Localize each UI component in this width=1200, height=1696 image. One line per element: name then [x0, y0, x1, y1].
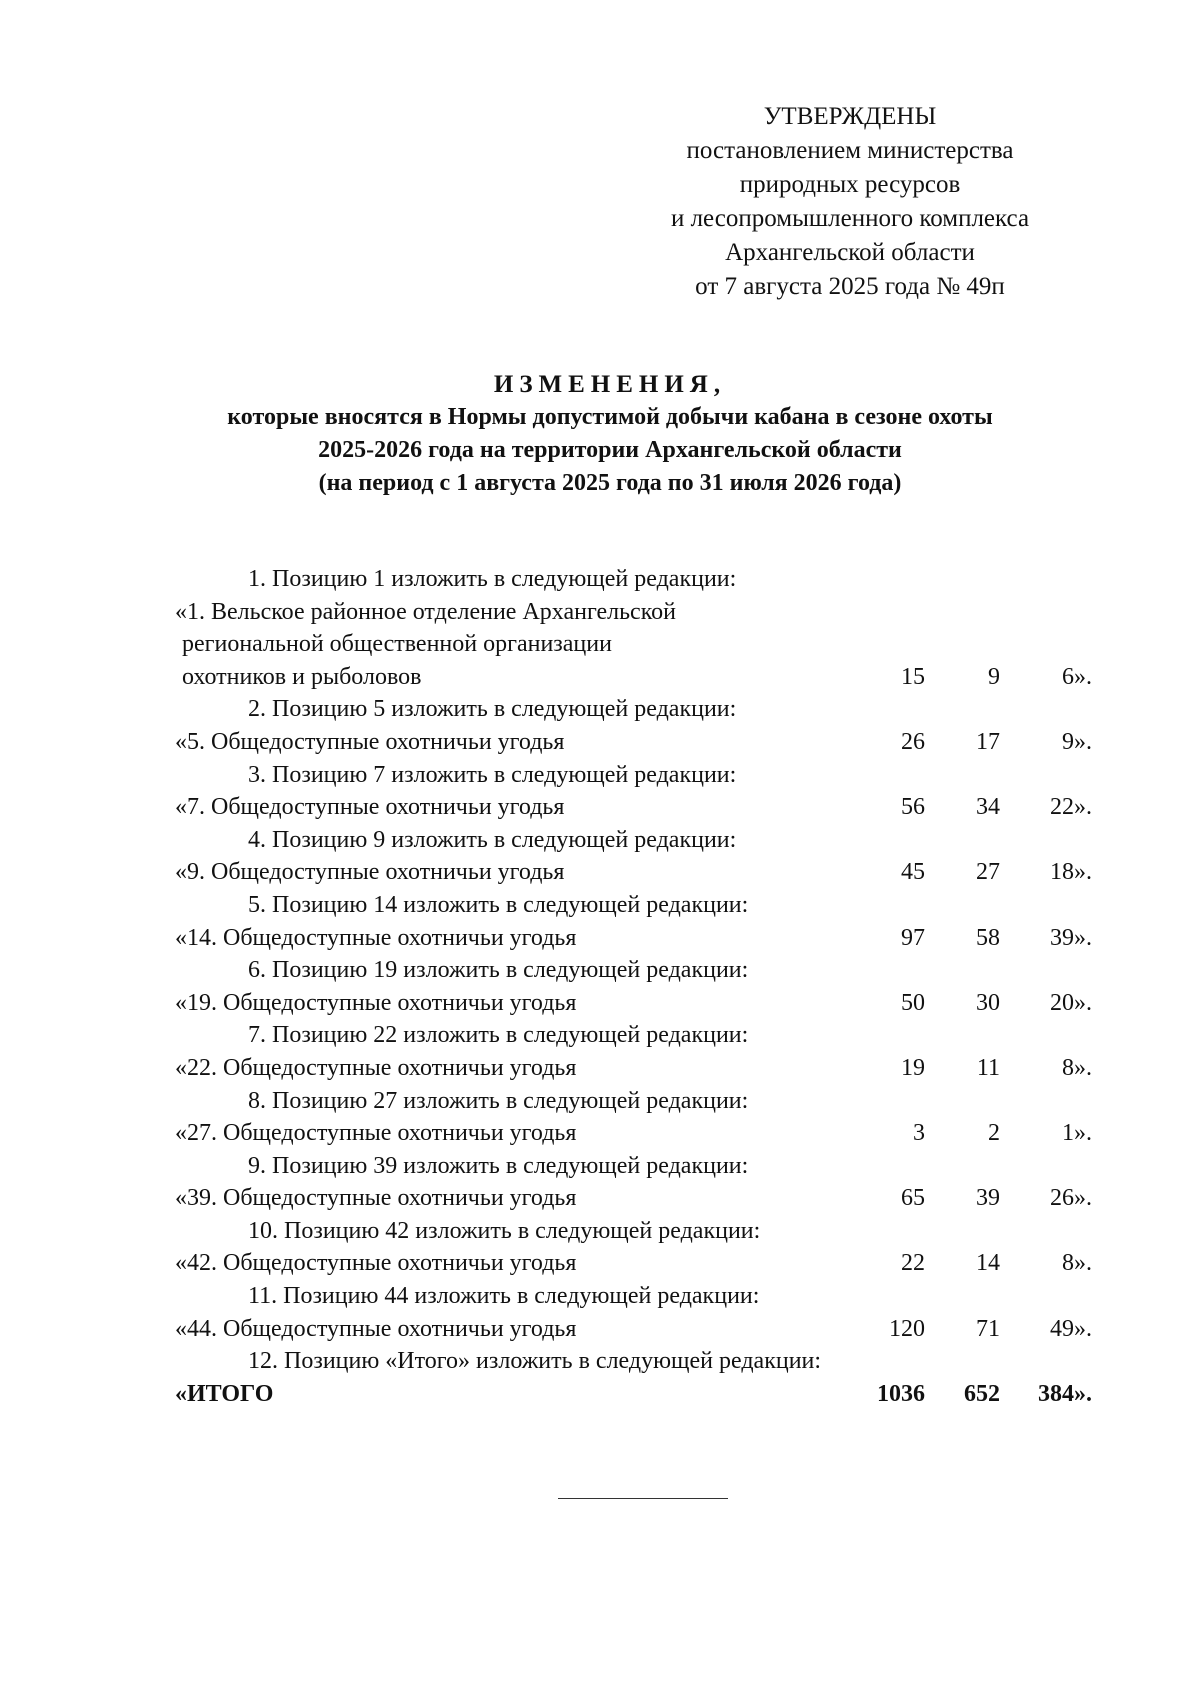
value-young: 9». [1062, 728, 1092, 755]
amendment-instruction: 6. Позицию 19 изложить в следующей редакции: [248, 957, 749, 984]
value-total: 19 [901, 1054, 925, 1081]
value-total: 56 [901, 794, 925, 821]
amendment-instruction: 12. Позицию «Итого» изложить в следующей редакции: [248, 1348, 822, 1375]
position-row: охотников и рыболовов 15 9 6». [0, 661, 1200, 694]
approval-line: природных ресурсов [739, 171, 961, 198]
position-row: «5. Общедоступные охотничьи угодья 26 17 9». [0, 726, 1200, 759]
closing-rule [558, 1498, 728, 1499]
value-young: 20». [1050, 989, 1092, 1016]
value-adult: 2 [988, 1120, 1000, 1147]
position-row: «42. Общедоступные охотничьи угодья 22 14 8». [0, 1247, 1200, 1280]
amendments-list [0, 563, 1200, 1410]
value-adult: 17 [976, 728, 1000, 755]
value-young: 49». [1050, 1315, 1092, 1342]
value-young: 384». [1038, 1380, 1092, 1407]
value-total: 65 [901, 1185, 925, 1212]
value-adult: 34 [976, 794, 1000, 821]
value-total: 3 [913, 1120, 925, 1147]
value-total: 45 [901, 859, 925, 886]
approval-block [640, 100, 1060, 304]
document-title: ИЗМЕНЕНИЯ, [493, 371, 727, 398]
amendment-instruction: 5. Позицию 14 изложить в следующей редакции: [248, 891, 749, 918]
value-adult: 58 [976, 924, 1000, 951]
value-young: 6». [1062, 663, 1092, 690]
heading-line: которые вносятся в Нормы допустимой добычи кабана в сезоне охоты [227, 404, 993, 430]
value-total: 50 [901, 989, 925, 1016]
value-adult: 71 [976, 1315, 1000, 1342]
amendment-instruction: 2. Позицию 5 изложить в следующей редакции: [248, 696, 737, 723]
value-total: 120 [889, 1315, 925, 1342]
amendment-instruction: 4. Позицию 9 изложить в следующей редакции: [248, 826, 737, 853]
value-young: 22». [1050, 794, 1092, 821]
position-row: «9. Общедоступные охотничьи угодья 45 27 18». [0, 856, 1200, 889]
value-young: 1». [1062, 1120, 1092, 1147]
approval-date: от 7 августа 2025 года № 49п [695, 273, 1005, 300]
position-row: «19. Общедоступные охотничьи угодья 50 30 20». [0, 987, 1200, 1020]
position-row: «22. Общедоступные охотничьи угодья 19 11 8». [0, 1052, 1200, 1085]
approval-line: постановлением министерства [686, 137, 1014, 164]
value-adult: 27 [976, 859, 1000, 886]
position-row: «7. Общедоступные охотничьи угодья 56 34 22». [0, 791, 1200, 824]
value-young: 8». [1062, 1054, 1092, 1081]
value-young: 26». [1050, 1185, 1092, 1212]
heading-period: (на период с 1 августа 2025 года по 31 июля 2026 года) [318, 470, 902, 496]
value-total: 26 [901, 728, 925, 755]
position-line: региональной общественной организации [182, 631, 612, 658]
amendment-instruction: 11. Позицию 44 изложить в следующей редакции: [248, 1283, 760, 1310]
position-row: «27. Общедоступные охотничьи угодья 3 2 1». [0, 1117, 1200, 1150]
position-row: «39. Общедоступные охотничьи угодья 65 39 26». [0, 1182, 1200, 1215]
value-adult: 39 [976, 1185, 1000, 1212]
amendment-instruction: 9. Позицию 39 изложить в следующей редакции: [248, 1152, 749, 1179]
approval-line: Архангельской области [725, 239, 975, 266]
value-adult: 30 [976, 989, 1000, 1016]
amendment-instruction: 8. Позицию 27 изложить в следующей редакции: [248, 1087, 749, 1114]
value-adult: 9 [988, 663, 1000, 690]
value-young: 18». [1050, 859, 1092, 886]
value-total: 1036 [877, 1380, 925, 1407]
value-total: 15 [901, 663, 925, 690]
value-young: 8». [1062, 1250, 1092, 1277]
value-adult: 14 [976, 1250, 1000, 1277]
total-row: «ИТОГО 1036 652 384». [0, 1378, 1200, 1411]
value-adult: 652 [964, 1380, 1000, 1407]
value-total: 97 [901, 924, 925, 951]
approval-title: УТВЕРЖДЕНЫ [763, 103, 937, 130]
position-row: «44. Общедоступные охотничьи угодья 120 71 49». [0, 1313, 1200, 1346]
amendment-instruction: 1. Позицию 1 изложить в следующей редакции: [248, 566, 737, 592]
value-total: 22 [901, 1250, 925, 1277]
heading-line: 2025-2026 года на территории Архангельской области [318, 437, 902, 463]
position-row: «14. Общедоступные охотничьи угодья 97 58 39». [0, 922, 1200, 955]
value-young: 39». [1050, 924, 1092, 951]
document-heading [150, 368, 1070, 500]
amendment-instruction: 3. Позицию 7 изложить в следующей редакции: [248, 761, 737, 788]
amendment-instruction: 7. Позицию 22 изложить в следующей редакции: [248, 1022, 749, 1049]
amendment-instruction: 10. Позицию 42 изложить в следующей редакции: [248, 1217, 761, 1244]
value-adult: 11 [976, 1054, 1000, 1081]
position-line: «1. Вельское районное отделение Архангельской [175, 598, 676, 625]
approval-line: и лесопромышленного комплекса [670, 205, 1030, 232]
